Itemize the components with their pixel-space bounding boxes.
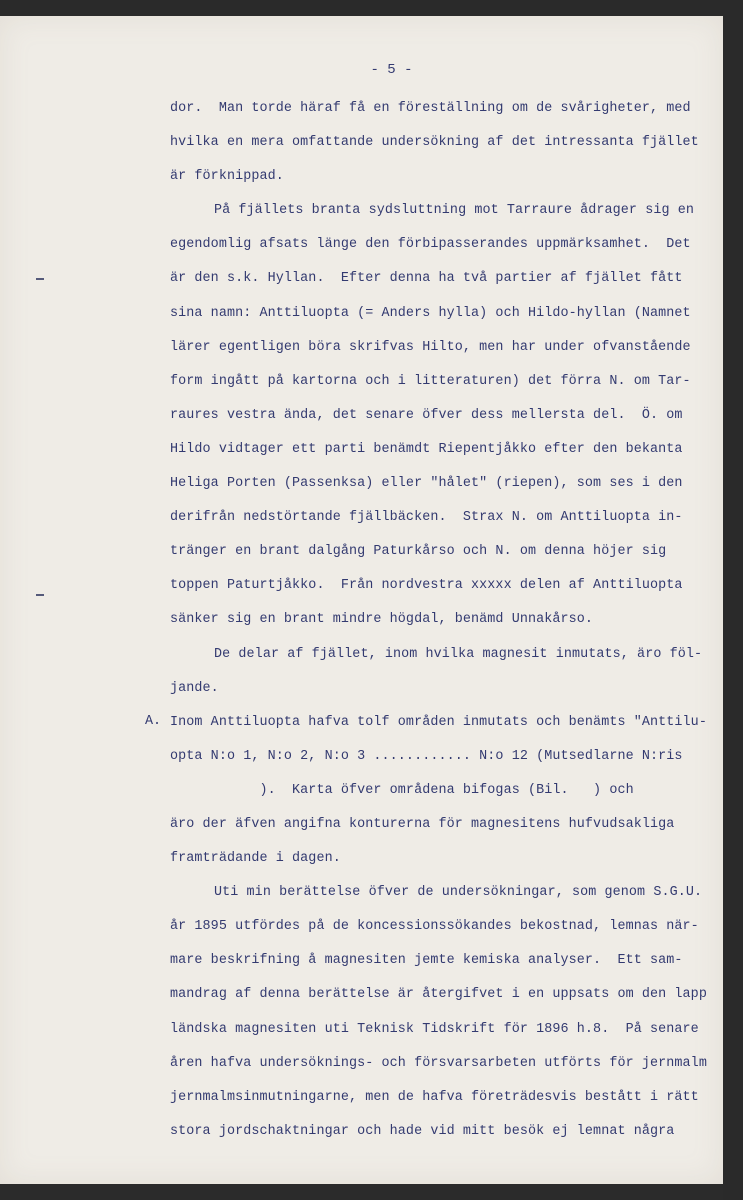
text-line: toppen Paturtjåkko. Från nordvestra xxxxx delen af Anttiluopta xyxy=(170,578,683,594)
text-line: Uti min berättelse öfver de undersökningar, som genom S.G.U. xyxy=(214,885,703,901)
text-line: är förknippad. xyxy=(170,169,284,185)
text-line: sänker sig en brant mindre högdal, benämd Unnakårso. xyxy=(170,612,594,628)
text-line: lärer egentligen böra skrifvas Hilto, men har under ofvanstående xyxy=(170,339,691,355)
text-line: opta N:o 1, N:o 2, N:o 3 ............ N:o 12 (Mutsedlarne N:ris xyxy=(170,748,683,764)
scan-frame-right xyxy=(723,0,743,1200)
margin-mark xyxy=(36,594,44,596)
text-line: mare beskrifning å magnesiten jemte kemiska analyser. Ett sam- xyxy=(170,953,683,969)
text-line: äro der äfven angifna konturerna för magnesitens hufvudsakliga xyxy=(170,816,675,832)
text-line: stora jordschaktningar och hade vid mitt besök ej lemnat några xyxy=(170,1123,675,1139)
text-line: ländska magnesiten uti Teknisk Tidskrift för 1896 h.8. På senare xyxy=(170,1021,699,1037)
text-line: Inom Anttiluopta hafva tolf områden inmutats och benämts "Anttilu- xyxy=(170,714,707,730)
text-line: sina namn: Anttiluopta (= Anders hylla) och Hildo-hyllan (Namnet xyxy=(170,305,691,321)
text-line: ). Karta öfver områdena bifogas (Bil. ) och xyxy=(170,782,634,798)
text-line: Heliga Porten (Passenksa) eller "hålet" (riepen), som ses i den xyxy=(170,476,683,492)
text-line: dor. Man torde häraf få en föreställning om de svårigheter, med xyxy=(170,101,691,116)
text-line: år 1895 utfördes på de koncessionssökandes bekostnad, lemnas när- xyxy=(170,919,699,935)
text-line: form ingått på kartorna och i litteraturen) det förra N. om Tar- xyxy=(170,373,691,389)
text-line: mandrag af denna berättelse är återgifvet i en uppsats om den lapp xyxy=(170,987,707,1003)
margin-mark xyxy=(36,278,44,280)
text-line: De delar af fjället, inom hvilka magnesit inmutats, äro föl- xyxy=(214,646,703,662)
text-line: hvilka en mera omfattande undersökning af det intressanta fjället xyxy=(170,135,699,151)
text-line: framträdande i dagen. xyxy=(170,851,341,867)
text-line: jande. xyxy=(170,680,219,696)
text-line: tränger en brant dalgång Paturkårso och N. om denna höjer sig xyxy=(170,544,667,560)
text-line: jernmalmsinmutningarne, men de hafva företrädesvis bestått i rätt xyxy=(170,1089,699,1105)
scan-frame-top xyxy=(0,0,743,16)
page-number: - 5 - xyxy=(370,62,413,78)
text-line: egendomlig afsats länge den förbipasserandes uppmärksamhet. Det xyxy=(170,237,691,253)
text-line: Hildo vidtager ett parti benämdt Riepentjåkko efter den bekanta xyxy=(170,441,683,457)
typed-text-body xyxy=(170,92,715,1149)
text-line: raures vestra ända, det senare öfver dess mellersta del. Ö. om xyxy=(170,407,683,423)
text-line: På fjällets branta sydsluttning mot Tarraure ådrager sig en xyxy=(214,203,695,219)
text-line: är den s.k. Hyllan. Efter denna ha två partier af fjället fått xyxy=(170,271,683,287)
list-item-marker: A. xyxy=(145,714,162,729)
document-page xyxy=(0,16,723,1184)
text-line: derifrån nedstörtande fjällbäcken. Strax N. om Anttiluopta in- xyxy=(170,510,683,526)
text-line: åren hafva undersöknings- och försvarsarbeten utförts för jernmalm xyxy=(170,1055,707,1071)
